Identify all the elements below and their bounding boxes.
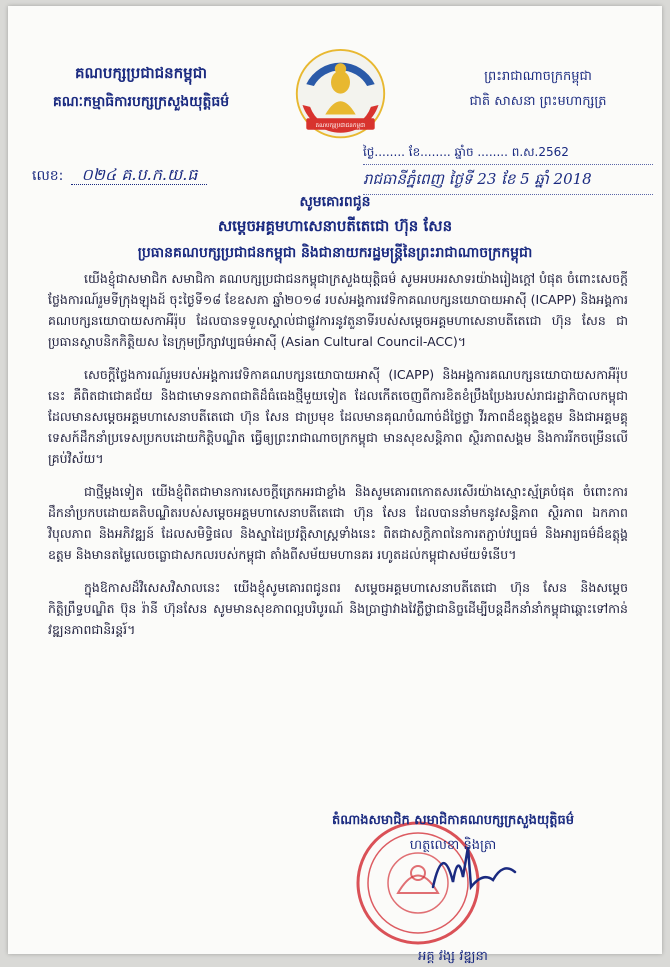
letter-body [48, 268, 628, 652]
reference-handwritten: ០២៤ គ.ប.ក.យ.ធ [71, 165, 207, 185]
party-logo-icon [293, 48, 388, 143]
lunar-date: ថ្ងៃ........ ខែ........ ឆ្នាំច ........ ព.ស.2562 [363, 144, 653, 165]
addressee-name: សម្តេចអគ្គមហាសេនាបតីតេជោ ហ៊ុន សែន [217, 217, 453, 235]
kingdom-header [428, 68, 648, 118]
logo-banner-text: គណបក្សប្រជាជនកម្ពុជា [315, 122, 366, 129]
paragraph-4: ក្នុងឱកាសដ៏វិសេសវិសាលនេះ យើងខ្ញុំសូមគោរពជូនពរ សម្តេចអគ្គមហាសេនាបតីតេជោ ហ៊ុន សែន និងសម្តេចកិត្តិព្រឹទ្ធបណ្ឌិត ប៊ុន រ៉ានី ហ៊ុនសែន សូមមានសុខភាពល្អបរិបូរណ៍ និងប្រាជ្ញាវាងវៃភ្លឺថ្លាជានិច្ចដើម្បីបន្តដឹកនាំនាំកម្ពុជាឆ្ពោះទៅកាន់វឌ្ឍនភាពជានិរន្តរ៍។ [48, 580, 628, 637]
paragraph-2: សេចក្តីថ្លែងការណ៍រួមរបស់អង្គការវេទិកាគណបក្សនយោបាយអាស៊ី (ICAPP) និងអង្គការគណបក្សនយោបាយសកាអឺរ៉ុបនេះ គឺពិតជាជោគជ័យ និងជាមោទនភាពជាតិដ៏ធំធេងថ្មីមួយទៀត ដែលកើតចេញពីការខិតខំប្រឹងប្រែងរបស់រាជរដ្ឋាភិបាលកម្ពុជា ដែលមានសម្តេចអគ្គមហាសេនាបតីតេជោ ហ៊ុន សែន ជាប្រមុខ ដែលមានគុណបំណាច់ដ៏ថ្លៃថ្លា វីរភាពដ៏ឧត្តុង្គឧត្តម និងជាអគ្គមគ្គុទេសក៍ដឹកនាំប្រទេសប្រកបដោយកិត្តិបណ្ឌិត ធ្វើឲ្យព្រះរាជាណាចក្រកម្ពុជា មានសុខសន្តិភាព ស្ថិរភាពសង្គម និងការរីកចម្រើនលើគ្រប់វិស័យ។ [48, 367, 628, 466]
party-name: គណបក្សប្រជាជនកម្ពុជា [75, 64, 207, 82]
paragraph-3: ជាថ្មីម្តងទៀត យើងខ្ញុំពិតជាមានការសេចក្តីត្រេកអរជាខ្លាំង និងសូមគោរពកោតសរសើរយ៉ាងស្មោះស្ម័គ្របំផុត ចំពោះការដឹកនាំប្រកបដោយគតិបណ្ឌិតរបស់សម្តេចអគ្គមហាសេនាបតីតេជោ ហ៊ុន សែន ដែលបាននាំមកនូវសន្តិភាព ស្ថិរភាព ឯកភាព វិបុលភាព និងអភិវឌ្ឍន៍ ដែលសមិទ្ធិផល និងស្នាដៃប្រវត្តិសាស្ត្រទាំងនេះ ពិតជាសក្តិភាពនៃការតភ្ជាប់វប្បធម៌ និងអារ្យធម៌ដ៏ឧត្តុង្គឧត្តម និងមានតម្លៃលេចធ្លោជាសកលរបស់កម្ពុជា តាំងពីសម័យមហានគរ រហូតដល់កម្ពុជាសម័យទំនើប។ [48, 484, 628, 562]
on-behalf-line: តំណាងសមាជិក សមាជិកាគណបក្សក្រសួងយុត្តិធម៌ [331, 813, 575, 828]
respect-line: សូមគោរពជូន [299, 194, 371, 210]
city-date: រាជធានីភ្នំពេញ ថ្ងៃទី 23 ខែ 5 ឆ្នាំ 2018 [363, 170, 653, 195]
reference-number [32, 164, 207, 188]
addressee-block [8, 192, 662, 264]
signatory-name: អគ្គ វង្ស វឌ្ឍនា [418, 949, 488, 964]
national-motto: ជាតិ សាសនា ព្រះមហាក្សត្រ [469, 94, 607, 109]
paragraph-1: យើងខ្ញុំជាសមាជិក សមាជិកា គណបក្សប្រជាជនកម្ពុជាក្រសួងយុត្តិធម៌ សូមអបអរសាទរយ៉ាងរៀងក្តៅ បំផុត ចំពោះសេចក្តីថ្លែងការណ៍រួមទីក្រុងឡុងដ៍ ចុះថ្ងៃទី១៨ ខែឧសភា ឆ្នាំ២០១៨ របស់អង្គការវេទិកាគណបក្សនយោបាយអាស៊ី (ICAPP) និងអង្គការគណបក្សនយោបាយសកាអឺរ៉ុប ដែលបានទទួលស្គាល់ជាផ្លូវការនូវតួនាទីរបស់សម្តេចអគ្គមហាសេនាបតីតេជោ ហ៊ុន សែន ជាប្រធានស្ថាបនិកកិត្តិយស នៃក្រុមប្រឹក្សាវប្បធម៌អាស៊ី (Asian Cultural Council-ACC)។ [48, 271, 629, 349]
signature-block [258, 812, 648, 967]
committee-name: គណៈកម្មាធិការបក្សក្រសួងយុត្តិធម៌ [52, 94, 230, 110]
reference-label: លេខ: [32, 168, 64, 184]
letter-page [8, 6, 662, 964]
addressee-title: ប្រធានគណបក្សប្រជាជនកម្ពុជា និងជានាយករដ្ឋមន្ត្រីនៃព្រះរាជាណាចក្រកម្ពុជា [137, 245, 533, 261]
kingdom-name: ព្រះរាជាណាចក្រកម្ពុជា [484, 69, 592, 84]
signature-position: ហត្ថលេខា និងត្រា [409, 838, 497, 853]
party-header [26, 64, 256, 113]
